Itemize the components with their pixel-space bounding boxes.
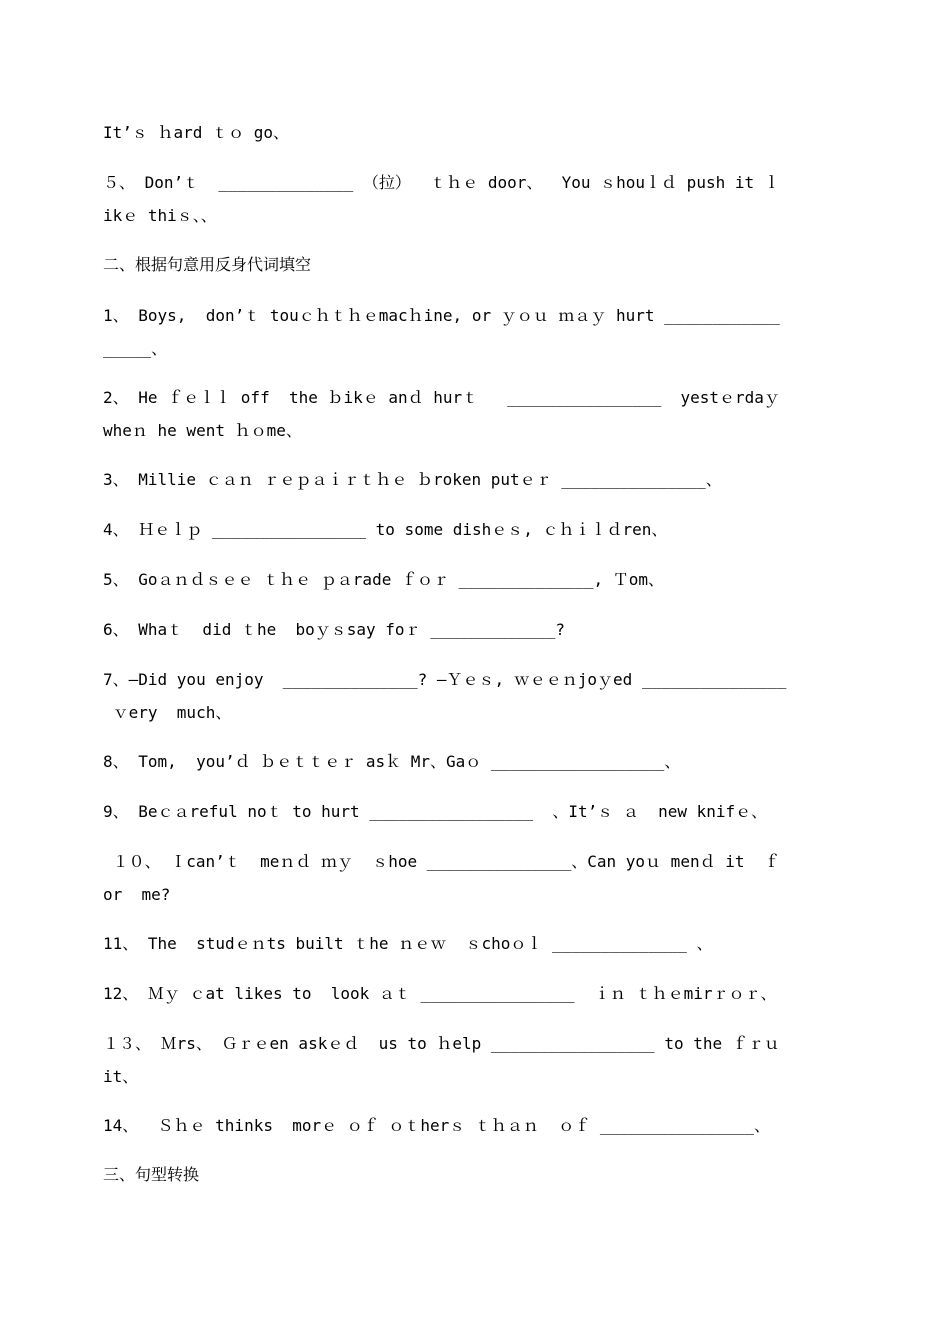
- sentence-line: It’ｓ ｈard ｔｏ go、: [103, 123, 289, 142]
- question-11: 11、 The studｅｎts built ｔhe ｎｅｗ ｓchoｏｌ ______________ 、: [103, 934, 713, 953]
- question-12: 12、 Ｍｙ ｃat likes to look ａｔ ________________ ｉｎ ｔｈｅmirｒｏｒ、: [103, 984, 777, 1003]
- question-13-continued: it、: [103, 1067, 139, 1086]
- question-6: 6、 Whaｔ did ｔhe boｙｓsay foｒ _____________?: [103, 620, 566, 639]
- question-8: 8、 Tom, you’ｄ ｂｅｔｔｅｒ asｋ Mr、Gaｏ __________________、: [103, 752, 681, 771]
- question-7-continued: ｖery much、: [103, 703, 232, 722]
- question-10: １０、 Ｉcan’ｔ meｎｄ ｍｙ ｓhoe _______________、Can yoｕ menｄ it ｆ: [103, 852, 780, 871]
- question-14: 14、 Ｓｈｅ thinks morｅ ｏｆ ｏｔherｓ ｔｈａｎ ｏｆ ________________、: [103, 1116, 770, 1135]
- question-1-continued: _____、: [103, 339, 168, 358]
- question-7: 7、—Did you enjoy ______________? —Ｙｅｓ, ｗｅｅｎjoｙed _______________: [103, 670, 787, 689]
- question-9: 9、 Beｃａreful noｔ to hurt _________________ 、It’ｓ ａ new knifｅ、: [103, 802, 768, 821]
- exercise-5-continued: ikｅ thiｓ、、: [103, 206, 217, 225]
- question-2-continued: wheｎ he went ｈｏme、: [103, 421, 302, 440]
- question-3: 3、 Millie ｃａｎ ｒｅｐａｉｒｔｈｅ ｂroken putｅｒ _______________、: [103, 470, 722, 489]
- exercise-5: ５、 Don’ｔ ______________ （拉） ｔｈｅ door、 You ｓhouｌｄ push it ｌ: [103, 173, 780, 192]
- section-heading-2: 二、根据句意用反身代词填空: [103, 255, 312, 274]
- question-4: 4、 Ｈｅｌｐ ________________ to some dishｅｓ, ｃｈｉｌｄren、: [103, 520, 668, 539]
- question-13: １３、 Ｍrs、 Ｇｒｅen askｅｄ us to ｈelp _________________ to the ｆｒｕ: [103, 1034, 780, 1053]
- question-1: 1、 Boys, don’ｔ touｃｈｔｈｅmacｈine, or ｙｏｕ ｍａｙ hurt ____________: [103, 306, 780, 325]
- section-heading-3: 三、句型转换: [103, 1165, 200, 1184]
- question-10-continued: or me?: [103, 885, 171, 904]
- question-2: 2、 He ｆｅｌｌ off the ｂikｅ anｄ hurｔ ________________ yestｅrdaｙ: [103, 388, 780, 407]
- question-5: 5、 Goａｎｄｓｅｅ ｔｈｅ ｐａrade ｆｏｒ ______________, Ｔom、: [103, 570, 664, 589]
